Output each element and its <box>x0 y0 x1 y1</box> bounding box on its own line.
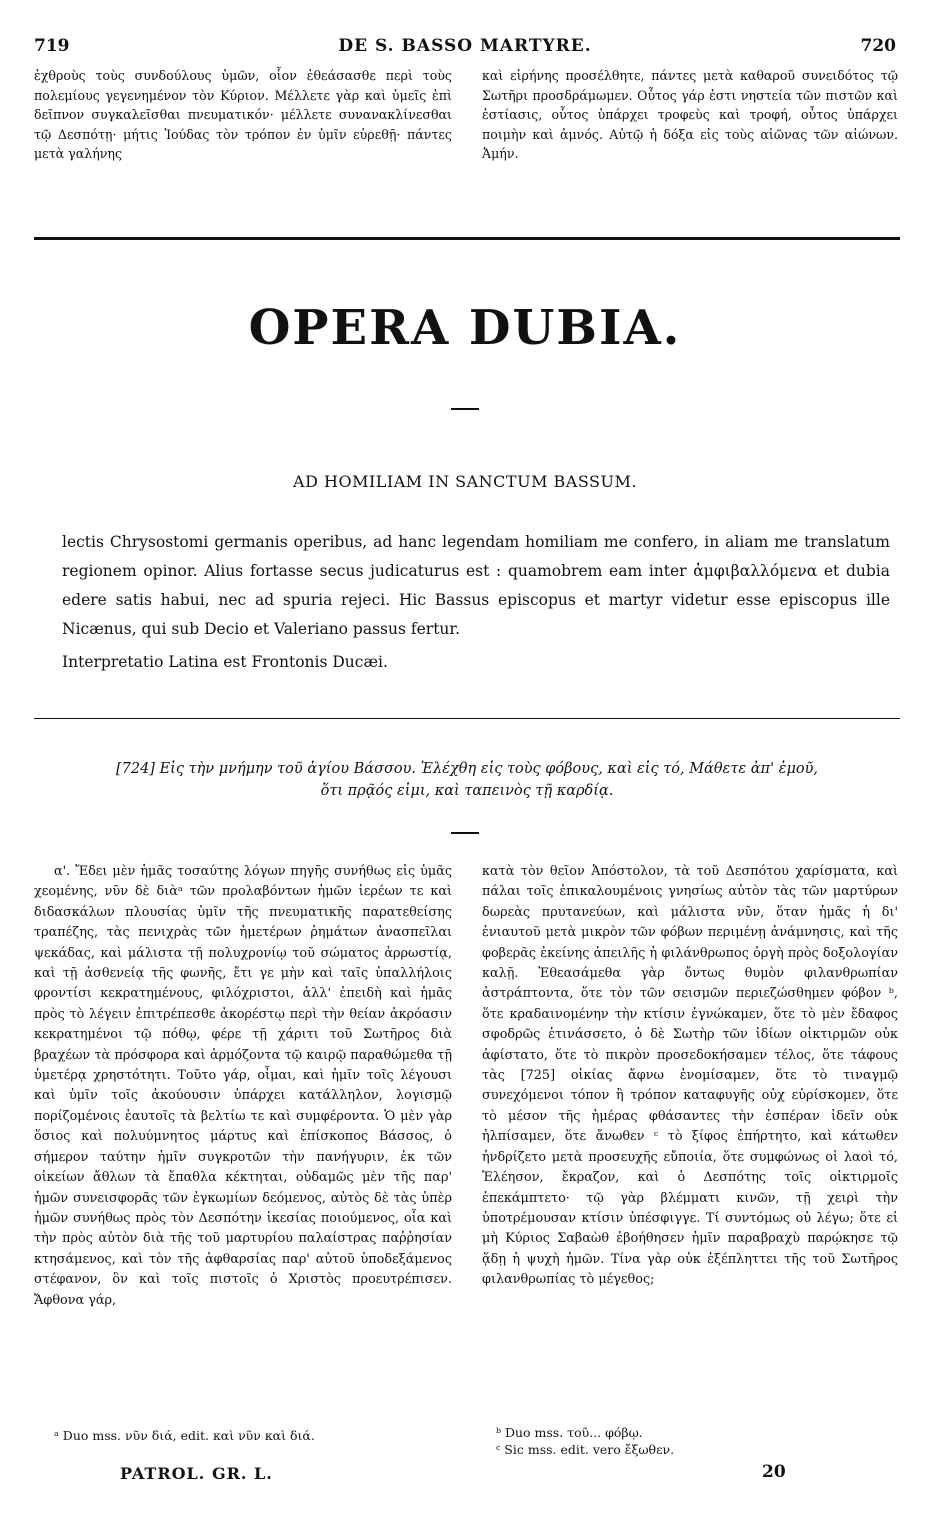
footer-series: PATROL. GR. L. <box>120 1464 273 1483</box>
intro-paragraph: lectis Chrysostomi germanis operibus, ad hanc legendam homiliam me confero, in aliam me translatum regionem opinor. Alius fortasse secus judicaturus est : quamobrem eam inter ἀμφιβαλλόμενα et dubia edere satis habui, nec ad spuria rejeci. Hic Bassus episcopus et martyr videtur esse episcopus ille Nicænus, qui sub Decio et Valeriano passus fertur. <box>62 533 890 638</box>
homily-heading-line2: ὅτι πρᾷός εἰμι, καὶ ταπεινὸς τῇ καρδίᾳ. <box>320 783 614 799</box>
homily-heading-line1: [724] Εἰς τὴν μνήμην τοῦ ἁγίου Βάσσου. Ἐλέχθη εἰς τοὺς φόβους, καὶ εἰς τό, Μάθετε ἀπ' ἐμοῦ, <box>115 761 819 777</box>
section-title: OPERA DUBIA. <box>248 300 682 356</box>
right-column-number: 720 <box>860 36 896 56</box>
intro-divider <box>34 718 900 719</box>
footnote-a: ᵃ Duo mss. νῦν διά, edit. καὶ νῦν καὶ διά. <box>54 1428 315 1443</box>
intro-attribution: Interpretatio Latina est Frontonis Ducæi. <box>62 653 388 671</box>
section-divider <box>34 237 900 240</box>
title-dash <box>451 408 479 410</box>
running-title: DE S. BASSO MARTYRE. <box>338 36 592 56</box>
intro-text <box>62 528 890 677</box>
footer-signature-number: 20 <box>762 1462 786 1482</box>
left-column-number: 719 <box>34 36 70 56</box>
top-right-column-text: καὶ εἰρήνης προσέλθητε, πάντες μετὰ καθαροῦ συνειδότος τῷ Σωτῆρι προσδράμωμεν. Οὗτος γάρ ἐστι νηστεία τῶν πιστῶν καὶ ἑστίασις, οὗτος ὑπάρχει τροφεὺς καὶ τροφή, οὗτος ὑπάρχει ποιμὴν καὶ ἀμνός. Αὐτῷ ἡ δόξα εἰς τοὺς αἰῶνας τῶν αἰώνων. Ἀμήν. <box>482 68 898 161</box>
body-left-column: α'. Ἔδει μὲν ἡμᾶς τοσαύτης λόγων πηγῆς συνήθως εἰς ὑμᾶς χεομένης, νῦν δὲ διὰᵃ τῶν προλαβόντων ἡμῶν ἱερέων τε καὶ διδασκάλων πλουσίας ὑμῖν τῆς πνευματικῆς παρατεθείσης τραπέζης, τὰς πενιχρὰς τῶν ἡμετέρων ῥημάτων ἀνασπεῖλαι ψεκάδας, καὶ μάλιστα τῇ πολυχρονίῳ τοῦ σώματος ἀρρωστίᾳ, καὶ τῇ ἀσθενείᾳ τῆς φωνῆς, ἔτι γε μὴν καὶ ταῖς ὑπαλλήλοις φροντίσι κεκρατημένους, φιλόχριστοι, ἀλλ' ἐπειδὴ καὶ ἡμᾶς πρὸς τὸ λέγειν ἐπιτρέπεσθε ἀκορέστῳ περὶ τὴν θείαν ἀκρόασιν κεκρατημένοι τῷ πόθῳ, φέρε τῇ χάριτι τοῦ Σωτῆρος διὰ βραχέων τὰ πρόσφορα καὶ ἁρμόζοντα τῷ καιρῷ παραθώμεθα τῇ ὑμετέρᾳ χρηστότητι. Τοῦτο γάρ, οἶμαι, καὶ ἡμῖν τοῖς λέγουσι καὶ ὑμῖν τοῖς ἀκούουσιν ὑπάρχει κατάλληλον, λογισμῷ πορίζομένοις ἑαυτοῖς τὰ βελτίω τε καὶ συμφέροντα. Ὁ μὲν γὰρ ὅσιος καὶ πολυύμνητος μάρτυς καὶ ἐπίσκοπος Βάσσος, ὁ σήμερον ταύτην ἡμῖν συγκροτῶν τὴν πανήγυριν, ἐκ τῶν οἰκείων ἄθλων τὰ ἔπαθλα κέκτηται, οὐδαμῶς μὲν τῆς παρ' ἡμῶν συνεισφορᾶς τῶν ἐγκωμίων δεόμενος, αὐτὸς δὲ τὰς ὑπὲρ ἡμῶν συνήθως πρὸς τὸν Δεσπότην ἱκεσίας ποιούμενος, οἷα καὶ τὴν πρὸς αὐτὸν διὰ τῆς τοῦ μαρτυρίου παλαίστρας παῤῥησίαν κτησάμενος, καὶ τὸν τῆς ἀφθαρσίας παρ' αὐτοῦ ὑποδεξάμενος στέφανον, ὃν καὶ τοῖς πιστοῖς ὁ Χριστὸς προευτρέπισεν. Ἄφθονα γάρ, <box>34 864 452 1308</box>
homily-heading <box>34 758 900 802</box>
body-right-column: κατὰ τὸν θεῖον Ἀπόστολον, τὰ τοῦ Δεσπότου χαρίσματα, καὶ πάλαι τοῖς ἐπικαλουμένοις γνησίως αὐτὸν τὰς τῶν μαρτύρων δωρεὰς πρυτανεύων, καὶ μάλιστα νῦν, ὅταν ἡμᾶς ἡ δι' ἐνιαυτοῦ μετὰ μικρὸν τῶν φόβων περιμένῃ ἀνάμνησις, καὶ τῆς φοβερᾶς ἐκείνης ἀπειλῆς ἡ φιλάνθρωπος ὀργὴ πρὸς δοξολογίαν καλῇ. Ἐθεασάμεθα γὰρ ὄντως θυμὸν φιλανθρωπίαν ἀστράπτοντα, ὅτε τὸν τῶν σεισμῶν περιεζώσθημεν φόβον ᵇ, ὅτε κραδαινομένην τὴν κτίσιν ἐγνώκαμεν, ὅτε τὸ μὲν ἔδαφος σφοδρῶς ἐτινάσσετο, ὁ δὲ Σωτὴρ τῶν ἰδίων οἰκτιρμῶν οὐκ ἀφίστατο, ὅτε τὸ πικρὸν προσεδοκήσαμεν τέλος, ὅτε τάφους τὰς [725] οἰκίας ἄφνω ἐνομίσαμεν, ὅτε τὸ τιναγμῷ συνεχόμενοι τόπον ἢ τρόπον καταφυγῆς οὐχ εὑρίσκομεν, ὅτε τὸ μέσον τῆς ἡμέρας φθάσαντες τὴν ἑσπέραν ἰδεῖν οὐκ ἠλπίσαμεν, ὅτε ἄνωθεν ᶜ τὸ ξίφος ἐπήρτητο, καὶ κάτωθεν ἠνδρίζετο μετὰ προσευχῆς εὔποιία, ὅτε συμφώνως οἱ λαοὶ τό, Ἐλέησον, ἔκραζον, καὶ ὁ Δεσπότης τοῖς οἰκτιρμοῖς ἐπεκάμπτετο· τῷ γὰρ βλέμματι κινῶν, τῇ χειρὶ τὴν ὑποτρέμουσαν κτίσιν ὑπέσφιγγε. Τί συντόμως οὐ λέγω; ὅτε εἰ μὴ Κύριος Σαβαὼθ ἐβοήθησεν ἡμῖν παραβραχὺ παρῴκησε τῷ ᾅδῃ ἡ ψυχὴ ἡμῶν. Τίνα γὰρ οὐκ ἐξέπληττει τῆς τοῦ Σωτῆρος φιλανθρωπίας τὸ μέγεθος; <box>482 864 898 1288</box>
heading-dash <box>451 832 479 834</box>
top-left-column-text: ἐχθροὺς τοὺς συνδούλους ὑμῶν, οἷον ἐθεάσασθε περὶ τοὺς πολεμίους γεγενημένον τὸν Κύριον. Μέλλετε γὰρ καὶ ὑμεῖς ἐπὶ δεῖπνον συγκαλεῖσθαι πνευματικόν· μέλλετε συνανακλίνεσθαι τῷ Δεσπότῃ· μήτις Ἰούδας τὸν τρόπον ἐν ὑμῖν εὑρεθῇ· πάντες μετὰ γαλήνης <box>34 68 452 161</box>
footnote-b: ᵇ Duo mss. τοῦ... φόβῳ. <box>496 1425 643 1440</box>
footnote-c: ᶜ Sic mss. edit. vero ἔξωθεν. <box>496 1442 675 1457</box>
section-subtitle: AD HOMILIAM IN SANCTUM BASSUM. <box>293 472 637 491</box>
